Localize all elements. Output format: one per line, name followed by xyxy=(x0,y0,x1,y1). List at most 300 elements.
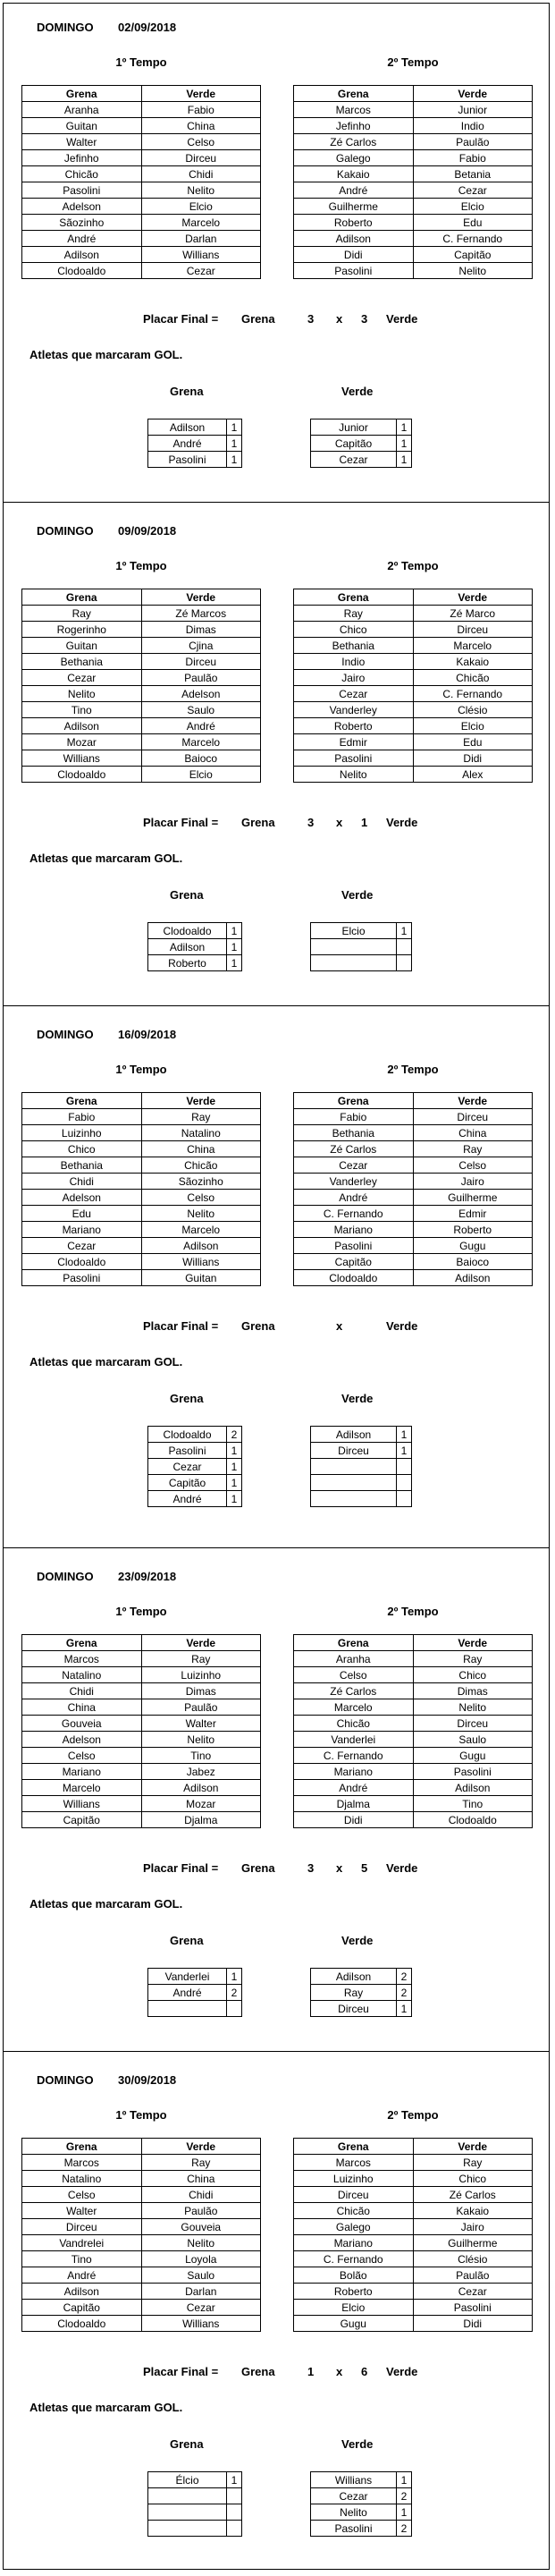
grena-player: Nelito xyxy=(294,767,414,783)
second-half-title: 2º Tempo xyxy=(387,55,439,69)
scorer-name: Pasolini xyxy=(148,452,227,468)
table-row xyxy=(22,1125,261,1141)
verde-player: Cezar xyxy=(413,182,533,199)
score-goals-b: 5 xyxy=(361,1861,368,1875)
column-header: Grena xyxy=(22,1635,142,1651)
grena-player: Adilson xyxy=(22,247,142,263)
table-row xyxy=(22,2267,261,2284)
table-row xyxy=(294,2316,533,2332)
verde-player: Ray xyxy=(141,1109,261,1125)
table-row xyxy=(22,1270,261,1286)
table-row xyxy=(22,2171,261,2187)
table-row xyxy=(148,1491,242,1507)
scorer-name: André xyxy=(148,436,227,452)
grena-player: Zé Carlos xyxy=(294,134,414,150)
score-goals-a: 3 xyxy=(307,312,315,326)
scorer-name: Pasolini xyxy=(311,2521,397,2537)
second-half-lineup-table xyxy=(293,2138,533,2332)
verde-player: Dirceu xyxy=(413,1109,533,1125)
verde-player: Natalino xyxy=(141,1125,261,1141)
table-row xyxy=(22,1796,261,1812)
column-header: Grena xyxy=(22,589,142,606)
goal-count: 1 xyxy=(227,1459,242,1475)
table-row xyxy=(294,718,533,734)
score-label: Placar Final = xyxy=(143,816,219,829)
grena-player: Guilherme xyxy=(294,199,414,215)
grena-player: Chidi xyxy=(22,1683,142,1699)
grena-player: Marcos xyxy=(22,1651,142,1667)
scorer-name xyxy=(148,2001,227,2017)
verde-player: Jairo xyxy=(413,1174,533,1190)
table-row xyxy=(148,955,242,971)
grena-player: Jefinho xyxy=(294,118,414,134)
grena-label: Grena xyxy=(170,385,204,398)
verde-player: Baioco xyxy=(413,1254,533,1270)
table-row xyxy=(294,1157,533,1174)
table-row xyxy=(22,2187,261,2203)
table-row xyxy=(22,150,261,166)
table-row xyxy=(294,2267,533,2284)
table-row xyxy=(148,2472,242,2488)
verde-player: Capitão xyxy=(413,247,533,263)
verde-player: Chico xyxy=(413,1667,533,1683)
table-row xyxy=(294,1667,533,1683)
table-row xyxy=(22,1716,261,1732)
grena-player: Marcos xyxy=(294,2155,414,2171)
grena-player: Adilson xyxy=(22,718,142,734)
table-row xyxy=(294,686,533,702)
table-row xyxy=(294,1222,533,1238)
column-header: Verde xyxy=(141,1635,261,1651)
table-row xyxy=(311,939,412,955)
verde-player: Luizinho xyxy=(141,1667,261,1683)
table-row xyxy=(22,1699,261,1716)
table-header-row xyxy=(22,589,261,606)
grena-player: Bethania xyxy=(22,654,142,670)
goal-count: 2 xyxy=(227,1427,242,1443)
scorer-name: Adilson xyxy=(148,419,227,436)
verde-player: Cezar xyxy=(413,2284,533,2300)
verde-player: Ray xyxy=(141,2155,261,2171)
verde-player: Nelito xyxy=(141,182,261,199)
score-team-b: Verde xyxy=(386,312,418,326)
score-separator: x xyxy=(336,1319,343,1333)
table-row xyxy=(22,638,261,654)
grena-player: Adilson xyxy=(294,231,414,247)
verde-scorers-table xyxy=(310,419,412,468)
score-team-a: Grena xyxy=(241,1861,275,1875)
verde-player: Edu xyxy=(413,734,533,750)
section-divider xyxy=(3,1005,550,1006)
table-row xyxy=(294,1732,533,1748)
grena-player: Clodoaldo xyxy=(22,263,142,279)
grena-player: André xyxy=(294,1190,414,1206)
grena-player: Pasolini xyxy=(294,263,414,279)
column-header: Grena xyxy=(294,86,414,102)
goal-count xyxy=(397,1459,412,1475)
grena-player: Chico xyxy=(294,622,414,638)
table-row xyxy=(148,923,242,939)
table-row xyxy=(294,767,533,783)
grena-player: Mariano xyxy=(22,1764,142,1780)
grena-player: Fabio xyxy=(22,1109,142,1125)
table-row xyxy=(22,2219,261,2235)
section-divider xyxy=(3,502,550,503)
goal-count: 1 xyxy=(227,419,242,436)
verde-player: Elcio xyxy=(141,767,261,783)
table-row xyxy=(22,2300,261,2316)
goal-count: 1 xyxy=(397,2472,412,2488)
goal-count: 1 xyxy=(227,923,242,939)
table-row xyxy=(22,750,261,767)
second-half-lineup-table xyxy=(293,1634,533,1828)
first-half-title: 1º Tempo xyxy=(115,1063,167,1076)
table-row xyxy=(294,247,533,263)
scorer-name xyxy=(311,1491,397,1507)
match-date: 16/09/2018 xyxy=(118,1028,177,1041)
goal-count: 1 xyxy=(397,2001,412,2017)
goal-count xyxy=(227,2521,242,2537)
table-row xyxy=(294,670,533,686)
goal-count: 1 xyxy=(397,1443,412,1459)
verde-player: Nelito xyxy=(141,1732,261,1748)
table-row xyxy=(294,1238,533,1254)
table-row xyxy=(294,2284,533,2300)
first-half-title: 1º Tempo xyxy=(115,55,167,69)
verde-player: Loyola xyxy=(141,2251,261,2267)
verde-player: Marcelo xyxy=(141,215,261,231)
grena-player: Bethania xyxy=(22,1157,142,1174)
verde-player: Didi xyxy=(413,750,533,767)
first-half-title: 1º Tempo xyxy=(115,1605,167,1618)
grena-player: Roberto xyxy=(294,215,414,231)
table-row xyxy=(311,1985,412,2001)
grena-player: C. Fernando xyxy=(294,1206,414,1222)
first-half-lineup-table xyxy=(21,589,261,783)
verde-player: Tino xyxy=(413,1796,533,1812)
verde-player: Chidi xyxy=(141,166,261,182)
table-row xyxy=(22,654,261,670)
grena-player: Mariano xyxy=(294,2235,414,2251)
table-row xyxy=(148,2001,242,2017)
goal-count: 1 xyxy=(227,1491,242,1507)
table-row xyxy=(22,1206,261,1222)
grena-player: Roberto xyxy=(294,2284,414,2300)
verde-player: Zé Marco xyxy=(413,606,533,622)
goal-count: 1 xyxy=(397,436,412,452)
verde-player: Adilson xyxy=(141,1238,261,1254)
verde-player: Darlan xyxy=(141,2284,261,2300)
score-team-b: Verde xyxy=(386,2365,418,2378)
grena-player: Djalma xyxy=(294,1796,414,1812)
verde-player: Betania xyxy=(413,166,533,182)
verde-player: Ray xyxy=(141,1651,261,1667)
grena-player: Cezar xyxy=(294,686,414,702)
goal-count xyxy=(397,1475,412,1491)
table-row xyxy=(294,1206,533,1222)
table-row xyxy=(311,452,412,468)
column-header: Grena xyxy=(22,1093,142,1109)
grena-player: C. Fernando xyxy=(294,2251,414,2267)
column-header: Verde xyxy=(141,1093,261,1109)
verde-player: Tino xyxy=(141,1748,261,1764)
grena-player: Natalino xyxy=(22,2171,142,2187)
table-row xyxy=(294,654,533,670)
table-row xyxy=(311,1969,412,1985)
scorer-name xyxy=(311,1459,397,1475)
table-row xyxy=(294,1141,533,1157)
verde-player: Willians xyxy=(141,1254,261,1270)
scorer-name: Clodoaldo xyxy=(148,923,227,939)
table-row xyxy=(294,702,533,718)
grena-player: Marcelo xyxy=(294,1699,414,1716)
table-row xyxy=(148,2504,242,2521)
score-separator: x xyxy=(336,1861,343,1875)
table-row xyxy=(311,1491,412,1507)
grena-player: Clodoaldo xyxy=(22,767,142,783)
grena-player: Cezar xyxy=(22,670,142,686)
scorer-name xyxy=(311,939,397,955)
goal-count: 1 xyxy=(227,955,242,971)
table-row xyxy=(311,2488,412,2504)
scorer-name: Capitão xyxy=(311,436,397,452)
verde-player: China xyxy=(141,118,261,134)
second-half-lineup-table xyxy=(293,85,533,279)
goal-count: 1 xyxy=(397,452,412,468)
verde-player: Paulão xyxy=(413,2267,533,2284)
table-row xyxy=(148,1459,242,1475)
table-row xyxy=(294,1748,533,1764)
table-row xyxy=(294,215,533,231)
verde-player: Darlan xyxy=(141,231,261,247)
goal-count xyxy=(397,939,412,955)
score-team-b: Verde xyxy=(386,1861,418,1875)
table-row xyxy=(294,166,533,182)
grena-player: Celso xyxy=(22,1748,142,1764)
grena-player: Natalino xyxy=(22,1667,142,1683)
verde-player: Dimas xyxy=(413,1683,533,1699)
grena-player: Bethania xyxy=(294,1125,414,1141)
verde-player: Chico xyxy=(413,2171,533,2187)
score-goals-b: 1 xyxy=(361,816,368,829)
verde-player: Nelito xyxy=(413,1699,533,1716)
verde-player: Junior xyxy=(413,102,533,118)
table-row xyxy=(22,118,261,134)
grena-player: Chidi xyxy=(22,1174,142,1190)
table-row xyxy=(294,734,533,750)
table-row xyxy=(22,1238,261,1254)
verde-player: Jairo xyxy=(413,2219,533,2235)
table-header-row xyxy=(22,1093,261,1109)
grena-player: Vanderlei xyxy=(294,1732,414,1748)
verde-player: Dirceu xyxy=(413,1716,533,1732)
goal-count: 1 xyxy=(227,939,242,955)
scorer-name: Adilson xyxy=(148,939,227,955)
table-row xyxy=(311,2521,412,2537)
grena-player: Chicão xyxy=(294,2203,414,2219)
grena-scorers-table xyxy=(147,2471,242,2537)
verde-player: Nelito xyxy=(141,1206,261,1222)
verde-player: Ray xyxy=(413,1651,533,1667)
grena-player: Adelson xyxy=(22,1732,142,1748)
column-header: Verde xyxy=(413,1635,533,1651)
verde-player: Fabio xyxy=(141,102,261,118)
table-row xyxy=(22,2203,261,2219)
verde-player: Kakaio xyxy=(413,654,533,670)
verde-player: Elcio xyxy=(413,199,533,215)
verde-player: Marcelo xyxy=(141,1222,261,1238)
table-row xyxy=(22,1732,261,1748)
column-header: Grena xyxy=(294,2139,414,2155)
score-goals-a: 3 xyxy=(307,1861,315,1875)
verde-player: Paulão xyxy=(413,134,533,150)
scorer-name: Roberto xyxy=(148,955,227,971)
table-row xyxy=(22,718,261,734)
table-row xyxy=(22,1157,261,1174)
goal-count: 1 xyxy=(227,452,242,468)
verde-player: Cjina xyxy=(141,638,261,654)
grena-player: Capitão xyxy=(22,2300,142,2316)
table-row xyxy=(294,134,533,150)
goal-count: 1 xyxy=(227,2472,242,2488)
verde-player: Dirceu xyxy=(413,622,533,638)
table-row xyxy=(294,1109,533,1125)
scorer-name xyxy=(311,955,397,971)
match-date: 09/09/2018 xyxy=(118,524,177,538)
score-team-a: Grena xyxy=(241,312,275,326)
verde-player: Gugu xyxy=(413,1238,533,1254)
table-row xyxy=(22,166,261,182)
grena-player: China xyxy=(22,1699,142,1716)
grena-player: Gouveia xyxy=(22,1716,142,1732)
table-row xyxy=(22,1764,261,1780)
second-half-lineup-table xyxy=(293,1092,533,1286)
table-row xyxy=(294,606,533,622)
verde-player: Djalma xyxy=(141,1812,261,1828)
verde-player: Sãozinho xyxy=(141,1174,261,1190)
score-separator: x xyxy=(336,816,343,829)
table-row xyxy=(311,2472,412,2488)
table-row xyxy=(294,1190,533,1206)
table-row xyxy=(22,182,261,199)
grena-player: Vanderley xyxy=(294,1174,414,1190)
grena-player: Dirceu xyxy=(294,2187,414,2203)
verde-player: Clésio xyxy=(413,2251,533,2267)
grena-player: Galego xyxy=(294,150,414,166)
table-row xyxy=(22,702,261,718)
table-row xyxy=(294,638,533,654)
grena-player: Adilson xyxy=(22,2284,142,2300)
grena-player: Kakaio xyxy=(294,166,414,182)
verde-player: Walter xyxy=(141,1716,261,1732)
match-date: 23/09/2018 xyxy=(118,1570,177,1583)
table-row xyxy=(294,1254,533,1270)
grena-player: Tino xyxy=(22,2251,142,2267)
grena-player: Walter xyxy=(22,2203,142,2219)
verde-player: Guitan xyxy=(141,1270,261,1286)
first-half-lineup-table xyxy=(21,1634,261,1828)
table-row xyxy=(294,263,533,279)
table-row xyxy=(148,1969,242,1985)
score-label: Placar Final = xyxy=(143,1319,219,1333)
column-header: Verde xyxy=(141,86,261,102)
table-row xyxy=(22,2251,261,2267)
scorer-name: Clodoaldo xyxy=(148,1427,227,1443)
table-row xyxy=(294,1812,533,1828)
table-row xyxy=(294,1796,533,1812)
goal-count xyxy=(227,2488,242,2504)
grena-player: Mozar xyxy=(22,734,142,750)
scorer-name xyxy=(311,1475,397,1491)
verde-player: Kakaio xyxy=(413,2203,533,2219)
grena-player: Galego xyxy=(294,2219,414,2235)
table-row xyxy=(22,1683,261,1699)
verde-scorers-table xyxy=(310,2471,412,2537)
match-date: 02/09/2018 xyxy=(118,21,177,34)
verde-player: Edmir xyxy=(413,1206,533,1222)
verde-player: André xyxy=(141,718,261,734)
grena-player: Didi xyxy=(294,247,414,263)
table-row xyxy=(294,118,533,134)
goal-count: 2 xyxy=(397,1969,412,1985)
scorer-name: André xyxy=(148,1491,227,1507)
grena-player: Cezar xyxy=(294,1157,414,1174)
verde-scorers-table xyxy=(310,1968,412,2017)
verde-player: Fabio xyxy=(413,150,533,166)
day-label: DOMINGO xyxy=(37,2073,94,2087)
table-header-row xyxy=(294,589,533,606)
table-row xyxy=(22,1222,261,1238)
verde-player: Dirceu xyxy=(141,150,261,166)
grena-player: Marcelo xyxy=(22,1780,142,1796)
grena-player: Mariano xyxy=(294,1764,414,1780)
table-row xyxy=(22,734,261,750)
score-goals-a: 3 xyxy=(307,816,315,829)
verde-player: Gugu xyxy=(413,1748,533,1764)
score-label: Placar Final = xyxy=(143,2365,219,2378)
verde-scorers-table xyxy=(310,922,412,971)
second-half-lineup-table xyxy=(293,589,533,783)
verde-player: Celso xyxy=(141,1190,261,1206)
column-header: Grena xyxy=(22,86,142,102)
verde-player: Elcio xyxy=(141,199,261,215)
grena-player: Clodoaldo xyxy=(22,1254,142,1270)
scorer-name: Nelito xyxy=(311,2504,397,2521)
verde-player: Edu xyxy=(413,215,533,231)
section-divider xyxy=(3,1547,550,1548)
table-row xyxy=(148,1475,242,1491)
verde-player: Nelito xyxy=(413,263,533,279)
table-row xyxy=(22,1812,261,1828)
grena-player: Adelson xyxy=(22,1190,142,1206)
grena-player: Capitão xyxy=(294,1254,414,1270)
grena-player: Guitan xyxy=(22,638,142,654)
grena-player: Clodoaldo xyxy=(294,1270,414,1286)
match-date: 30/09/2018 xyxy=(118,2073,177,2087)
grena-player: Roberto xyxy=(294,718,414,734)
table-row xyxy=(22,102,261,118)
verde-player: Marcelo xyxy=(413,638,533,654)
scorers-title: Atletas que marcaram GOL. xyxy=(29,852,183,865)
goal-count xyxy=(227,2001,242,2017)
goal-count: 1 xyxy=(227,436,242,452)
verde-player: Willians xyxy=(141,2316,261,2332)
goal-count: 1 xyxy=(227,1969,242,1985)
table-row xyxy=(148,1427,242,1443)
scorer-name: Cezar xyxy=(311,2488,397,2504)
grena-player: Cezar xyxy=(22,1238,142,1254)
verde-player: Saulo xyxy=(413,1732,533,1748)
